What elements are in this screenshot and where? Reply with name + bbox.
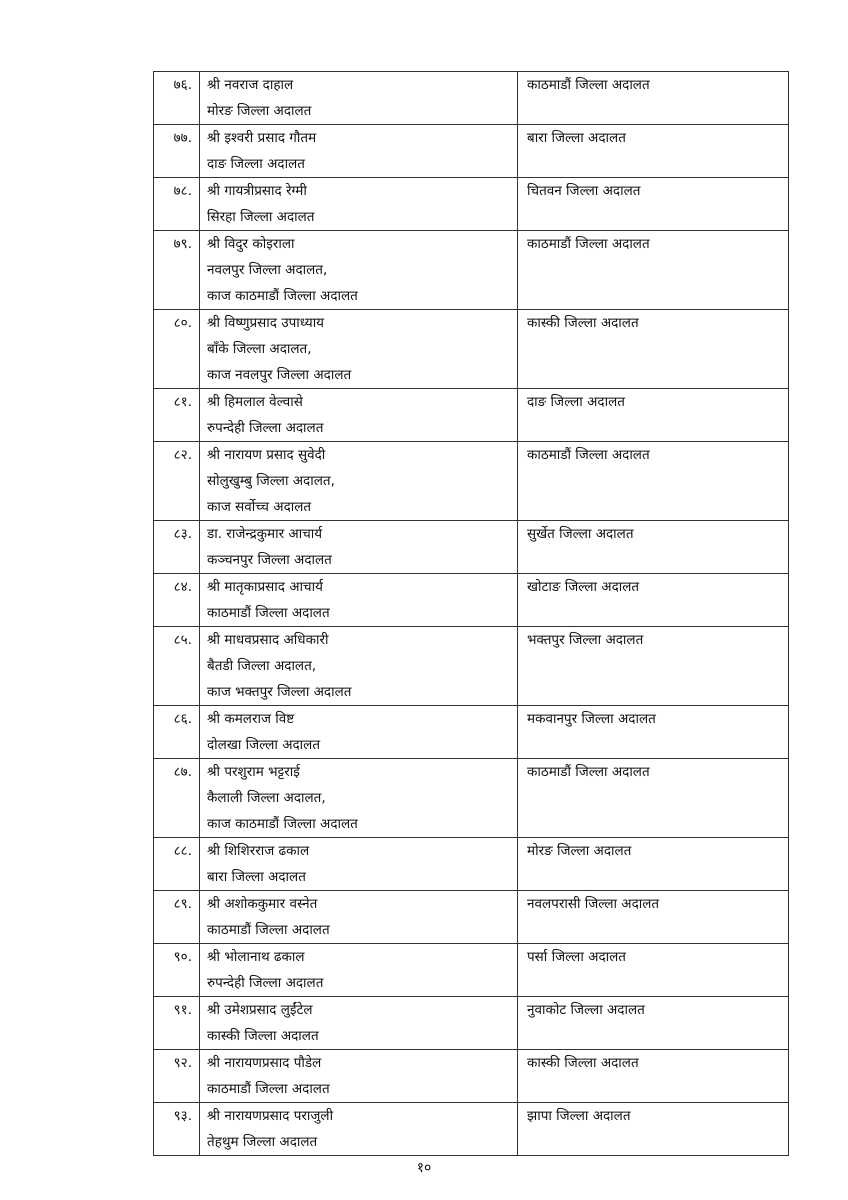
current-court: दाङ जिल्ला अदालत	[207, 156, 305, 172]
judge-cell	[200, 1103, 518, 1156]
assigned-court-cell	[518, 521, 789, 574]
table-row	[154, 1050, 789, 1103]
current-court: तेहथुम जिल्ला अदालत	[207, 1134, 318, 1150]
serial-number-text: ९२.	[173, 1055, 192, 1071]
serial-number	[154, 759, 200, 838]
current-court: काठमाडौं जिल्ला अदालत	[207, 922, 330, 938]
table-row	[154, 706, 789, 759]
assigned-court-cell	[518, 997, 789, 1050]
assigned-court: काठमाडौं जिल्ला अदालत	[527, 77, 650, 93]
table-body	[154, 72, 789, 1156]
judge-name: श्री कमलराज विष्ट	[207, 711, 295, 727]
judge-name: श्री भोलानाथ ढकाल	[207, 949, 305, 965]
assigned-court: नुवाकोट जिल्ला अदालत	[527, 1002, 645, 1018]
assigned-court: काठमाडौं जिल्ला अदालत	[527, 447, 650, 463]
assigned-court-cell	[518, 125, 789, 178]
assigned-court: काठमाडौं जिल्ला अदालत	[527, 764, 650, 780]
table-row	[154, 944, 789, 997]
assigned-court: कास्की जिल्ला अदालत	[527, 315, 639, 331]
assigned-court-cell	[518, 1050, 789, 1103]
current-court: काठमाडौं जिल्ला अदालत	[207, 605, 330, 621]
judge-name: श्री माधवप्रसाद अधिकारी	[207, 632, 329, 648]
assigned-court-cell	[518, 627, 789, 706]
current-court: काज नवलपुर जिल्ला अदालत	[207, 367, 352, 383]
current-court: रुपन्देही जिल्ला अदालत	[207, 975, 324, 991]
serial-number	[154, 178, 200, 231]
table-row	[154, 627, 789, 706]
assigned-court: मोरङ जिल्ला अदालत	[527, 843, 632, 859]
judge-cell	[200, 231, 518, 310]
serial-number-text: ७६.	[173, 77, 192, 93]
assigned-court: चितवन जिल्ला अदालत	[527, 183, 641, 199]
serial-number-text: ७८.	[173, 183, 192, 199]
judge-cell	[200, 891, 518, 944]
table-row	[154, 442, 789, 521]
serial-number-text: ८५.	[173, 632, 192, 648]
current-court: बैतडी जिल्ला अदालत,	[207, 658, 317, 674]
assigned-court: दाङ जिल्ला अदालत	[527, 394, 625, 410]
judge-name: श्री विष्णुप्रसाद उपाध्याय	[207, 315, 325, 331]
current-court: कैलाली जिल्ला अदालत,	[207, 790, 326, 806]
serial-number	[154, 944, 200, 997]
serial-number	[154, 125, 200, 178]
assigned-court-cell	[518, 759, 789, 838]
judge-cell	[200, 389, 518, 442]
assigned-court-cell	[518, 231, 789, 310]
table-row	[154, 891, 789, 944]
judge-cell	[200, 997, 518, 1050]
serial-number	[154, 310, 200, 389]
serial-number-text: ९३.	[173, 1108, 192, 1124]
serial-number	[154, 1103, 200, 1156]
assigned-court-cell	[518, 891, 789, 944]
judge-cell	[200, 1050, 518, 1103]
assigned-court: नवलपरासी जिल्ला अदालत	[527, 896, 660, 912]
current-court: बारा जिल्ला अदालत	[207, 869, 306, 885]
serial-number-text: ७९.	[173, 236, 192, 252]
table-row	[154, 759, 789, 838]
serial-number	[154, 891, 200, 944]
current-court: मोरङ जिल्ला अदालत	[207, 103, 312, 119]
current-court: कञ्चनपुर जिल्ला अदालत	[207, 552, 332, 568]
table-row	[154, 231, 789, 310]
assigned-court: कास्की जिल्ला अदालत	[527, 1055, 639, 1071]
assigned-court: मकवानपुर जिल्ला अदालत	[527, 711, 656, 727]
assigned-court-cell	[518, 178, 789, 231]
judge-name: श्री नवराज दाहाल	[207, 77, 294, 93]
judge-cell	[200, 442, 518, 521]
table-row	[154, 574, 789, 627]
serial-number	[154, 1050, 200, 1103]
judge-cell	[200, 72, 518, 125]
judge-cell	[200, 759, 518, 838]
judge-name: श्री नारायणप्रसाद पौडेल	[207, 1055, 322, 1071]
assigned-court-cell	[518, 310, 789, 389]
assigned-court: बारा जिल्ला अदालत	[527, 130, 626, 146]
assigned-court-cell	[518, 72, 789, 125]
judge-cell	[200, 838, 518, 891]
serial-number	[154, 838, 200, 891]
serial-number-text: ८६.	[173, 711, 192, 727]
judge-cell	[200, 125, 518, 178]
serial-number	[154, 574, 200, 627]
serial-number	[154, 231, 200, 310]
current-court: काज काठमाडौं जिल्ला अदालत	[207, 816, 358, 832]
judge-name: श्री इश्वरी प्रसाद गौतम	[207, 130, 317, 146]
serial-number	[154, 389, 200, 442]
serial-number-text: ८८.	[173, 843, 192, 859]
current-court: नवलपुर जिल्ला अदालत,	[207, 262, 328, 278]
current-court: सोलुखुम्बु जिल्ला अदालत,	[207, 473, 335, 489]
judge-name: श्री परशुराम भट्टराई	[207, 764, 300, 780]
assigned-court-cell	[518, 574, 789, 627]
judge-name: श्री हिमलाल वेल्वासे	[207, 394, 303, 410]
serial-number-text: ८७.	[173, 764, 192, 780]
transfer-table	[153, 71, 789, 1156]
assigned-court: खोटाङ जिल्ला अदालत	[527, 579, 640, 595]
table-row	[154, 838, 789, 891]
assigned-court: झापा जिल्ला अदालत	[527, 1108, 631, 1124]
assigned-court: काठमाडौं जिल्ला अदालत	[527, 236, 650, 252]
assigned-court: पर्सा जिल्ला अदालत	[527, 949, 626, 965]
assigned-court-cell	[518, 838, 789, 891]
serial-number	[154, 521, 200, 574]
judge-cell	[200, 310, 518, 389]
judge-cell	[200, 706, 518, 759]
current-court: दोलखा जिल्ला अदालत	[207, 737, 321, 753]
assigned-court-cell	[518, 1103, 789, 1156]
serial-number	[154, 997, 200, 1050]
serial-number-text: ९०.	[173, 949, 192, 965]
assigned-court-cell	[518, 389, 789, 442]
judge-name: श्री मातृकाप्रसाद आचार्य	[207, 579, 323, 595]
judge-cell	[200, 178, 518, 231]
assigned-court: भक्तपुर जिल्ला अदालत	[527, 632, 644, 648]
serial-number	[154, 627, 200, 706]
judge-name: श्री अशोककुमार वस्नेत	[207, 896, 318, 912]
table-row	[154, 125, 789, 178]
judge-cell	[200, 944, 518, 997]
current-court: कास्की जिल्ला अदालत	[207, 1028, 319, 1044]
assigned-court-cell	[518, 706, 789, 759]
table-row	[154, 389, 789, 442]
current-court: रुपन्देही जिल्ला अदालत	[207, 420, 324, 436]
table-row	[154, 72, 789, 125]
serial-number	[154, 706, 200, 759]
judge-name: श्री गायत्रीप्रसाद रेग्मी	[207, 183, 307, 199]
assigned-court: सुर्खेत जिल्ला अदालत	[527, 526, 634, 542]
assigned-court-cell	[518, 944, 789, 997]
judge-cell	[200, 521, 518, 574]
serial-number-text: ८२.	[173, 447, 192, 463]
page-number: १०	[416, 1160, 432, 1176]
table-row	[154, 997, 789, 1050]
current-court: काठमाडौं जिल्ला अदालत	[207, 1081, 330, 1097]
serial-number-text: ९१.	[173, 1002, 192, 1018]
serial-number	[154, 442, 200, 521]
current-court: बाँके जिल्ला अदालत,	[207, 341, 312, 357]
assigned-court-cell	[518, 442, 789, 521]
judge-name: श्री नारायणप्रसाद पराजुली	[207, 1108, 334, 1124]
table-row	[154, 1103, 789, 1156]
judge-name: श्री शिशिरराज ढकाल	[207, 843, 310, 859]
serial-number-text: ७७.	[173, 130, 192, 146]
judge-name: डा. राजेन्द्रकुमार आचार्य	[207, 526, 323, 542]
judge-cell	[200, 574, 518, 627]
serial-number-text: ८९.	[173, 896, 192, 912]
current-court: काज काठमाडौं जिल्ला अदालत	[207, 288, 358, 304]
current-court: काज सर्वोच्च अदालत	[207, 499, 312, 515]
serial-number	[154, 72, 200, 125]
current-court: सिरहा जिल्ला अदालत	[207, 209, 315, 225]
judge-cell	[200, 627, 518, 706]
table-row	[154, 521, 789, 574]
judge-name: श्री उमेशप्रसाद लुईंटेल	[207, 1002, 313, 1018]
serial-number-text: ८४.	[173, 579, 192, 595]
table-row	[154, 178, 789, 231]
serial-number-text: ८३.	[173, 526, 192, 542]
judge-name: श्री नारायण प्रसाद सुवेदी	[207, 447, 326, 463]
table-row	[154, 310, 789, 389]
serial-number-text: ८१.	[173, 394, 192, 410]
judge-name: श्री विदुर कोइराला	[207, 236, 295, 252]
serial-number-text: ८०.	[173, 315, 192, 331]
current-court: काज भक्तपुर जिल्ला अदालत	[207, 684, 352, 700]
